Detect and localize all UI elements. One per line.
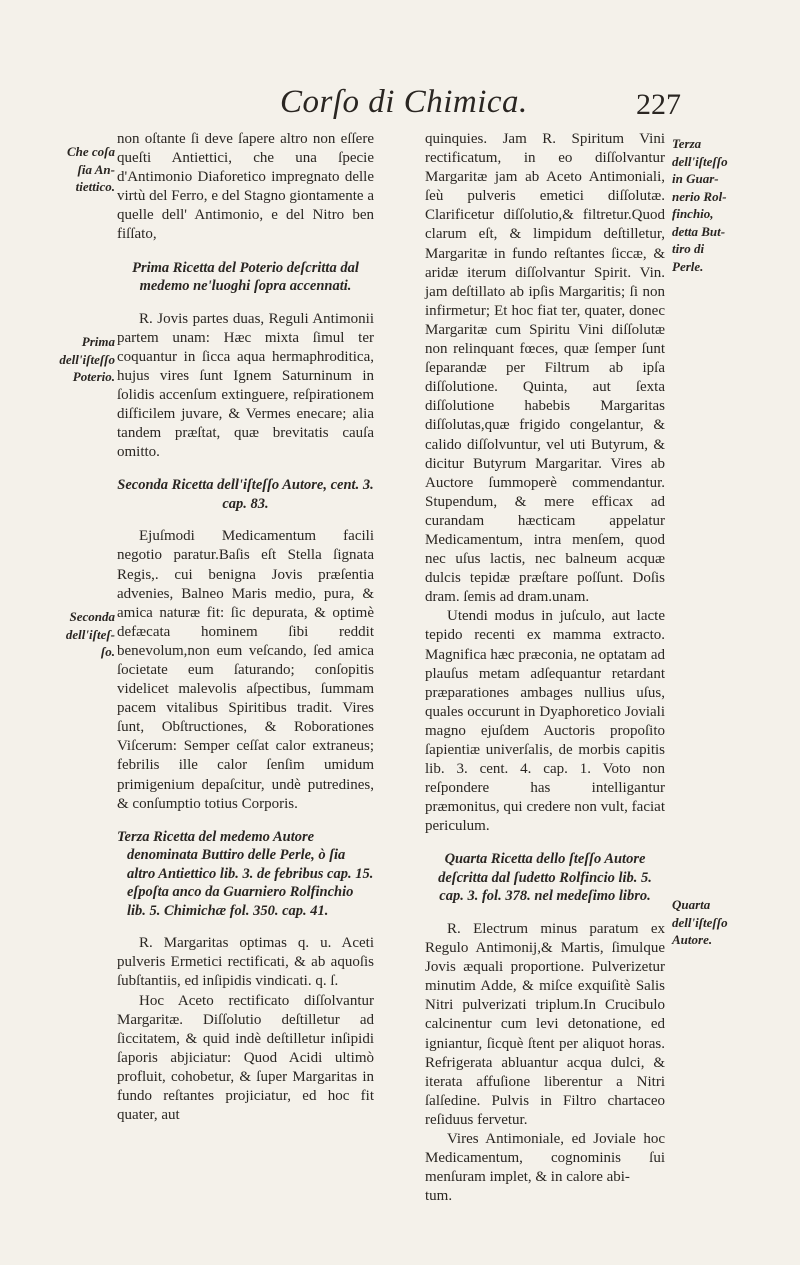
margin-note-line: Poterio.: [72, 369, 115, 384]
margin-note-line: dell'iſteſſo: [672, 914, 728, 930]
margin-note-line: dell'iſteſſo: [59, 351, 115, 367]
margin-note-line: dell'iſteſſo: [672, 153, 728, 169]
margin-note-line: Prima: [81, 334, 115, 349]
margin-note-line: Che coſa: [66, 144, 115, 159]
recipe-paragraph-1: R. Jovis partes duas, Reguli Antimonii partem unam: Hæc mixta ſimul ter coquantur in ſicca aqua hermaphroditica, hujus vires ſunt Ignem Saturninum in ſolidis accenſum extinguere, reſpirationem diſficilem juvare, & Vermes enecare; alia tandem præſtat, quæ brevitatis cauſa omitto.: [117, 310, 374, 461]
margin-note-line: Quarta: [672, 897, 711, 912]
recipe-paragraph-4: Hoc Aceto rectificato diſſolvantur Margaritæ. Diſſolutio deſtilletur ad ſiccitatem, & quid indè deſtilletur inſipidi ſaporis abjiciatur: Quod Acidi ultimò profluit, cohobetur, & ſuper Margaritas in fundo reſtantes projiciatur, ed hoc fit quater, aut: [117, 992, 374, 1124]
margin-note-line: dell'iſteſ-: [65, 626, 115, 642]
page-header: [0, 72, 800, 132]
margin-note-line: Autore.: [672, 932, 713, 947]
right-paragraph-1: quinquies. Jam R. Spiritum Vini rectificatum, in eo diſſolvantur Margaritæ jam ab Aceto Antimoniali, ſeù pulveris emetici diſſolutæ. Clarificetur diſſolutio,& filtretur.Quod clarum eſt, & limpidum deſtilletur, Margaritæ in fundo reſtantes ſiccæ, & aridæ iterum diſſolvantur Spirit. Vin. jam deſtillato ab ipſis Margaritis; ſi non infirmetur; Et hoc fiat ter, quater, donec Margaritæ cum Spiritu Vini diſſolutæ non relinquant fœces, quæ ſemper ſunt ſeparandæ per Filtrum ab ipſa diſſolutione. Quinta, aut ſexta diſſolutione habebis Margaritas diſſolutas,quæ frigido congelantur, & calido diſſolvuntur, vel uti Butyrum, & dicitur Butyrum Margaritar. Vires ab Auctore ſummoperè commendantur. Stupendum, & mere efficax ad curandam hæcticam appelatur Medicamentum, intra menſem, quod nec uſus lactis, nec balneum acquæ dulcis tepidæ præſtare poſſunt. Doſis dram. ſemis ad dram.unam.: [425, 131, 665, 606]
right-paragraph-4: Vires Antimoniale, ed Joviale hoc Medicamentum, cognominis ſui menſuram implet, & in calore abi-: [425, 1131, 665, 1186]
recipe-heading-3: Terza Ricetta del medemo Autore denominata Buttiro delle Perle, ò ſia altro Antiettico lib. 3. de febribus cap. 15. eſpoſta anco da Guarniero Rolfinchio lib. 5. Chimichæ fol. 350. cap. 41.: [117, 828, 374, 919]
margin-note-line: Perle.: [672, 258, 704, 274]
running-title: Corſo di Chimica.: [280, 84, 528, 120]
margin-note-line: finchio,: [672, 206, 714, 221]
margin-note-left-3: [20, 608, 115, 661]
margin-note-right-1: [672, 135, 772, 275]
right-paragraph-2: Utendi modus in juſculo, aut lacte tepido recenti ex mamma extracto. Magnifica hæc præconia, ne optatam ad plauſus metam adſequantur retardant præparationes ambages nullius uſus, quales occurunt in Dyaphoretico Joviali magno ejuſdem Auctoris propoſito ſapientiæ univerſalis, de morbis capitis lib. 3. cent. 4. cap. 1. Voto non reſpondere has intelligantur præmonitus, qui credere non vult, faciat periculum.: [425, 608, 665, 835]
catchword: tum.: [425, 1188, 453, 1205]
margin-note-line: ſo.: [100, 644, 115, 659]
page-number: 227: [636, 88, 681, 121]
margin-note-line: tiettico.: [75, 179, 115, 194]
margin-note-line: tiro di: [672, 241, 705, 256]
margin-note-line: ſia An-: [77, 161, 115, 177]
recipe-heading-2: Seconda Ricetta dell'iſteſſo Autore, cent. 3. cap. 83.: [117, 477, 374, 512]
margin-note-left-1: [20, 143, 115, 196]
left-intro-paragraph: non oſtante ſi deve ſapere altro non eſſere queſti Antiettici, che una ſpecie d'Antimonio Diaforetico impregnato delle virtù del Ferro, e del Stagno giontamente a quelle dell' Antimonio, e del Nitro ben fiſſato,: [117, 131, 374, 243]
recipe-heading-4: Quarta Ricetta dello ſteſſo Autore deſcritta dal ſudetto Rolfincio lib. 5. cap. 3. fol. 378. nel medeſimo libro.: [438, 851, 652, 905]
margin-note-line: in Guar-: [672, 171, 719, 186]
right-paragraph-3: R. Electrum minus paratum ex Regulo Antimonij,& Martis, ſimulque Jovis æquali proportione. Pulverizetur minutim Adde, & miſce exquiſitè Salis Nitri pulverizati triplum.In Crucibulo calcinentur cum levi detonatione, ed igniantur, ſicquè ſtent per aliquot horas. Refrigerata abluantur acqua dulci, & iterata affuſione liberentur a Nitri ſalſedine. Pulvis in Filtro chartaceo reſiduus fervetur.: [425, 920, 665, 1128]
margin-note-line: nerio Rol-: [672, 188, 727, 204]
margin-note-right-2: [672, 896, 772, 949]
recipe-paragraph-3: R. Margaritas optimas q. u. Aceti pulveris Ermetici rectificati, & ab aquoſis ſubſtantiis, ed inſipidis vindicati. q. ſ.: [117, 935, 374, 990]
recipe-paragraph-2: Ejuſmodi Medicamentum facili negotio paratur.Baſis eſt Stella ſignata Regis,. cui benigna Jovis præſentia advenies, Balneo Maris medio, pura, & amica naturæ fit: ſic depurata, & optimè defæcata hominem ſibi reddit benevolum,non eum veſcando, ſed amica ſocietate eum ſaturando; conſopitis videlicet malevolis aſpectibus, ſummam pacem vitalibus Spiritibus tradit. Vires ſunt, Obſtructiones, & Roborationes Viſcerum: Semper ceſſat calor extraneus; febrilis ille calor ſenſim umidum primigenium depaſcitur, undè putredines, & conſumptio totius Corporis.: [117, 528, 374, 812]
margin-note-line: Seconda: [69, 609, 115, 624]
right-column: [425, 130, 665, 1206]
margin-note-left-2: [20, 333, 115, 386]
margin-note-line: detta But-: [672, 223, 726, 239]
recipe-heading-1: Prima Ricetta del Poterio deſcritta dal medemo ne'luoghi ſopra accennati.: [132, 259, 359, 295]
left-column: [117, 130, 374, 1125]
margin-note-line: Terza: [672, 136, 702, 151]
